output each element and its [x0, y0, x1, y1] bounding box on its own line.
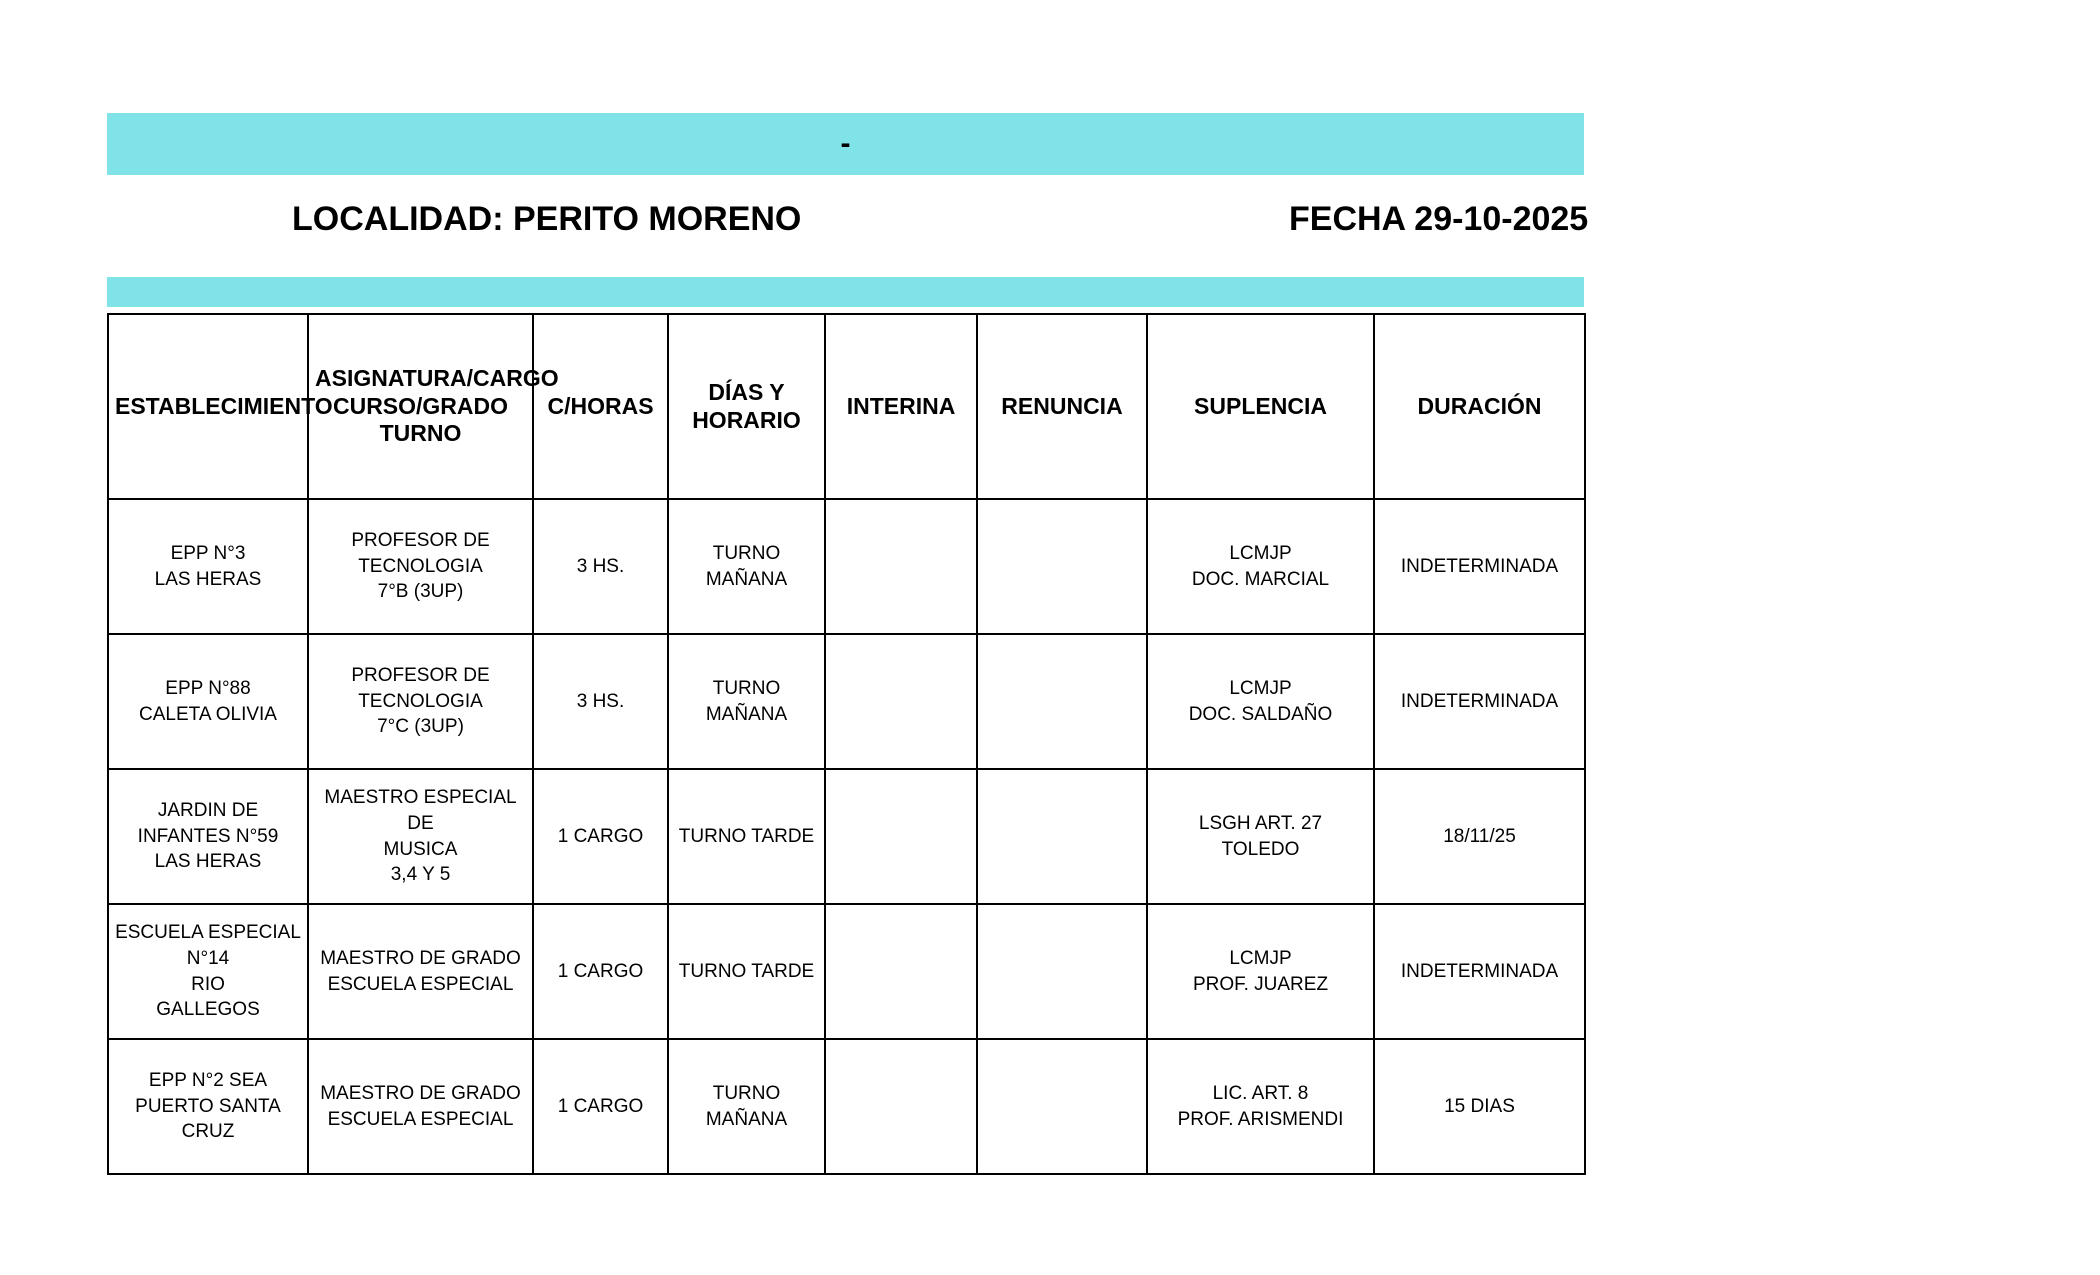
column-header-duracion: DURACIÓN: [1374, 314, 1585, 499]
cell-suplencia: [1147, 769, 1374, 904]
cell-renuncia: [977, 769, 1147, 904]
locality-title: LOCALIDAD: PERITO MORENO: [292, 200, 802, 238]
cell-duracion: INDETERMINADA: [1374, 634, 1585, 769]
cell-establecimiento-segment: N°14: [186, 947, 230, 969]
cell-dias-horario-line: TURNO TARDE: [678, 825, 815, 847]
cell-establecimiento: [108, 769, 308, 904]
cell-renuncia: [977, 1039, 1147, 1174]
cell-dias-horario-line: TURNO TARDE: [678, 960, 815, 982]
table-row: [108, 904, 1585, 1039]
cell-dias-horario-line: TURNO: [712, 1082, 781, 1104]
cell-asignatura-line: TECNOLOGIA: [358, 555, 483, 577]
cell-asignatura-line: 7°B (3UP): [377, 581, 464, 603]
cell-interina: [825, 769, 977, 904]
cell-asignatura-line: 7°C (3UP): [377, 716, 464, 738]
cell-asignatura-line: MAESTRO DE GRADO: [320, 947, 521, 969]
cell-suplencia-line: LCMJP: [1229, 677, 1292, 699]
cell-suplencia-line: LCMJP: [1229, 947, 1292, 969]
cell-establecimiento-line: JARDIN DE: [157, 800, 259, 822]
cell-establecimiento: [108, 499, 308, 634]
cell-asignatura-line: TECNOLOGIA: [358, 690, 483, 712]
cell-asignatura-line: MAESTRO ESPECIAL DE: [324, 787, 517, 834]
cell-dias-horario: [668, 634, 825, 769]
banner-dash-text: -: [840, 127, 851, 160]
cell-establecimiento-line: LAS HERAS: [154, 851, 262, 873]
cell-interina: [825, 499, 977, 634]
cell-establecimiento-line: PUERTO SANTA: [135, 1095, 281, 1117]
cell-suplencia-line: TOLEDO: [1221, 838, 1300, 860]
cell-dias-horario: [668, 499, 825, 634]
column-header-dias-horario: DÍAS Y HORARIO: [668, 314, 825, 499]
cell-asignatura: [308, 634, 533, 769]
secondary-banner: [107, 277, 1584, 307]
cell-asignatura-line: 3,4 Y 5: [390, 864, 451, 886]
cell-chs: 3 HS.: [533, 499, 668, 634]
table-header: [108, 314, 1585, 499]
cell-duracion: INDETERMINADA: [1374, 499, 1585, 634]
cell-interina: [825, 634, 977, 769]
cell-establecimiento-line: INFANTES N°59: [137, 825, 279, 847]
cell-dias-horario-line: TURNO: [712, 677, 781, 699]
cell-asignatura-line: ESCUELA ESPECIAL: [327, 973, 514, 995]
cell-establecimiento-line: CALETA OLIVIA: [139, 703, 277, 725]
cell-chs: 1 CARGO: [533, 904, 668, 1039]
column-header-interina: INTERINA: [825, 314, 977, 499]
table-row: [108, 634, 1585, 769]
cell-chs: 1 CARGO: [533, 769, 668, 904]
cell-asignatura-line: ESCUELA ESPECIAL: [327, 1108, 514, 1130]
table-row: [108, 769, 1585, 904]
cell-asignatura: [308, 904, 533, 1039]
cell-suplencia-line: LIC. ART. 8: [1212, 1082, 1309, 1104]
column-header-renuncia: RENUNCIA: [977, 314, 1147, 499]
cell-establecimiento-line: [115, 946, 301, 997]
cell-suplencia: [1147, 499, 1374, 634]
cell-renuncia: [977, 499, 1147, 634]
cell-establecimiento-line: CRUZ: [181, 1121, 235, 1143]
cell-establecimiento-line: GALLEGOS: [156, 999, 260, 1021]
cell-chs: 3 HS.: [533, 634, 668, 769]
cell-asignatura: [308, 499, 533, 634]
top-banner: [107, 113, 1584, 175]
cell-suplencia: [1147, 1039, 1374, 1174]
cell-suplencia-line: PROF. JUAREZ: [1192, 973, 1329, 995]
cell-establecimiento-line: ESCUELA ESPECIAL: [115, 922, 301, 944]
table-row: [108, 1039, 1585, 1174]
cell-establecimiento: [108, 1039, 308, 1174]
cell-asignatura-line: MUSICA: [383, 838, 458, 860]
cell-establecimiento: [108, 634, 308, 769]
column-header-chs: C/HORAS: [533, 314, 668, 499]
cell-dias-horario-line: MAÑANA: [705, 1108, 788, 1130]
cell-dias-horario-line: MAÑANA: [705, 568, 788, 590]
cell-chs: 1 CARGO: [533, 1039, 668, 1174]
cell-dias-horario-line: MAÑANA: [705, 703, 788, 725]
date-title: FECHA 29-10-2025: [1289, 200, 1589, 238]
cell-suplencia-line: LSGH ART. 27: [1198, 812, 1323, 834]
cell-duracion: 15 DIAS: [1374, 1039, 1585, 1174]
cell-asignatura-line: PROFESOR DE: [351, 665, 490, 687]
cell-suplencia: [1147, 634, 1374, 769]
cell-suplencia-line: LCMJP: [1229, 542, 1292, 564]
cell-suplencia-line: DOC. MARCIAL: [1191, 568, 1330, 590]
cell-suplencia: [1147, 904, 1374, 1039]
cell-dias-horario: [668, 904, 825, 1039]
cell-suplencia-line: PROF. ARISMENDI: [1177, 1108, 1344, 1130]
cell-interina: [825, 904, 977, 1039]
cell-duracion: 18/11/25: [1374, 769, 1585, 904]
cell-establecimiento-segment: RIO: [191, 973, 225, 995]
cell-establecimiento-line: EPP N°3: [170, 542, 246, 564]
column-header-asignatura: ASIGNATURA/CARGO CURSO/GRADO TURNO: [308, 314, 533, 499]
cell-asignatura: [308, 1039, 533, 1174]
cell-asignatura-line: PROFESOR DE: [351, 530, 490, 552]
cell-establecimiento-line: EPP N°88: [165, 677, 251, 699]
cell-asignatura: [308, 769, 533, 904]
subtitle-row: [107, 200, 1589, 250]
cell-establecimiento-line: LAS HERAS: [154, 568, 262, 590]
cell-interina: [825, 1039, 977, 1174]
vacancy-table: [107, 313, 1586, 1175]
cell-suplencia-line: DOC. SALDAÑO: [1188, 703, 1333, 725]
column-header-suplencia: SUPLENCIA: [1147, 314, 1374, 499]
cell-establecimiento-line: EPP N°2 SEA: [148, 1070, 268, 1092]
cell-establecimiento: [108, 904, 308, 1039]
table-row: [108, 499, 1585, 634]
cell-renuncia: [977, 634, 1147, 769]
table-body: [108, 499, 1585, 1174]
cell-duracion: INDETERMINADA: [1374, 904, 1585, 1039]
cell-renuncia: [977, 904, 1147, 1039]
column-header-establecimiento: ESTABLECIMIENTO: [108, 314, 308, 499]
table-header-row: [108, 314, 1585, 499]
cell-dias-horario: [668, 769, 825, 904]
cell-dias-horario: [668, 1039, 825, 1174]
cell-dias-horario-line: TURNO: [712, 542, 781, 564]
cell-asignatura-line: MAESTRO DE GRADO: [320, 1082, 521, 1104]
